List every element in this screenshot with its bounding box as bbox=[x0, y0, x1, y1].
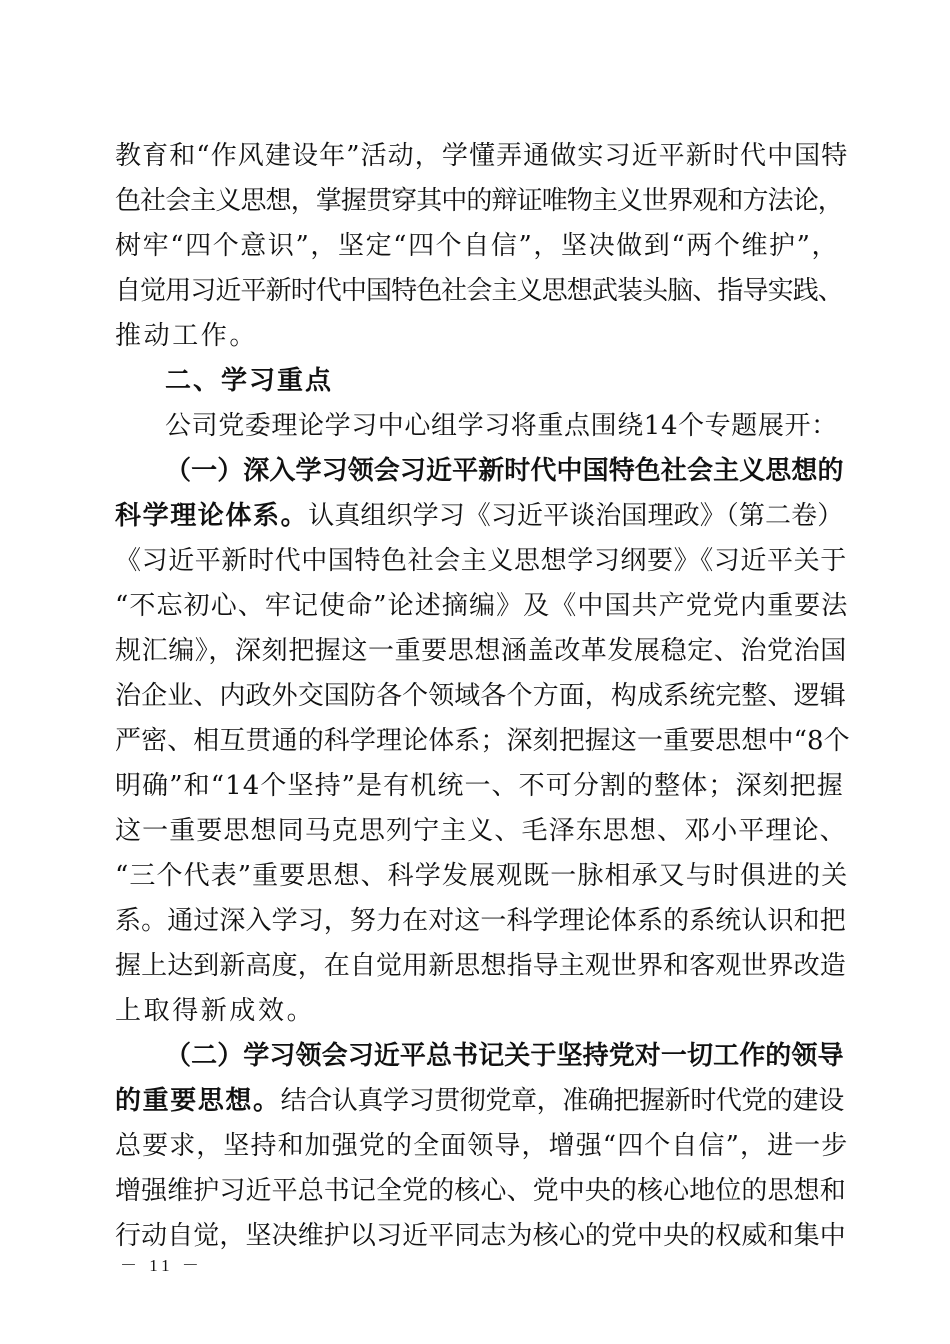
paragraph-line: 总要求，坚持和加强党的全面领导，增强“四个自信”，进一步 bbox=[115, 1131, 849, 1161]
paragraph-line: 规汇编》，深刻把握这一重要思想涵盖改革发展稳定、治党治国 bbox=[115, 636, 847, 666]
paragraph-line: 治企业、内政外交国防各个领域各个方面，构成系统完整、逻辑 bbox=[115, 681, 846, 711]
item1-line bbox=[115, 494, 850, 538]
item2-text: 结合认真学习贯彻党章，准确把握新时代党的建设 bbox=[280, 1086, 844, 1116]
item1-text: 认真组织学习《习近平谈治国理政》（第二卷） bbox=[308, 501, 844, 531]
paragraph-line: 自觉用习近平新时代中国特色社会主义思想武装头脑、指导实践、 bbox=[115, 276, 843, 306]
paragraph-line: 上取得新成效。 bbox=[115, 996, 316, 1026]
paragraph-line: 推动工作。 bbox=[115, 321, 259, 351]
paragraph-line: 色社会主义思想，掌握贯穿其中的辩证唯物主义世界观和方法论， bbox=[115, 186, 843, 216]
item2-title: （二）学习领会习近平总书记关于坚持党对一切工作的领导 bbox=[165, 1041, 844, 1071]
paragraph-line: 这一重要思想同马克思列宁主义、毛泽东思想、邓小平理论、 bbox=[115, 816, 847, 846]
paragraph-line: “三个代表”重要思想、科学发展观既一脉相承又与时俱进的关 bbox=[115, 861, 849, 891]
paragraph-line: 明确”和“14个坚持”是有机统一、不可分割的整体；深刻把握 bbox=[115, 771, 844, 801]
paragraph-line: 教育和“作风建设年”活动，学懂弄通做实习近平新时代中国特 bbox=[115, 141, 849, 171]
page-number: － 11 － bbox=[120, 1256, 203, 1275]
item1-title: （一）深入学习领会习近平新时代中国特色社会主义思想的 bbox=[165, 456, 844, 486]
item2-title-end: 的重要思想。 bbox=[115, 1086, 281, 1116]
item2-line bbox=[115, 1079, 850, 1123]
paragraph-line: “不忘初心、牢记使命”论述摘编》及《中国共产党党内重要法 bbox=[115, 591, 849, 621]
paragraph-line: 握上达到新高度，在自觉用新思想指导主观世界和客观世界改造 bbox=[115, 951, 846, 981]
intro-paragraph: 公司党委理论学习中心组学习将重点围绕14个专题展开： bbox=[165, 411, 838, 441]
paragraph-line: 树牢“四个意识”，坚定“四个自信”，坚决做到“两个维护”， bbox=[115, 231, 840, 261]
item1-title-end: 科学理论体系。 bbox=[115, 501, 309, 531]
paragraph-line: 行动自觉，坚决维护以习近平同志为核心的党中央的权威和集中 bbox=[115, 1221, 846, 1251]
paragraph-line: 严密、相互贯通的科学理论体系；深刻把握这一重要思想中“8个 bbox=[115, 726, 850, 756]
paragraph-line: 增强维护习近平总书记全党的核心、党中央的核心地位的思想和 bbox=[115, 1176, 846, 1206]
paragraph-line: 《习近平新时代中国特色社会主义思想学习纲要》《习近平关于 bbox=[115, 546, 847, 576]
paragraph-line: 系。通过深入学习，努力在对这一科学理论体系的系统认识和把 bbox=[115, 906, 846, 936]
section-heading: 二、学习重点 bbox=[165, 366, 334, 396]
